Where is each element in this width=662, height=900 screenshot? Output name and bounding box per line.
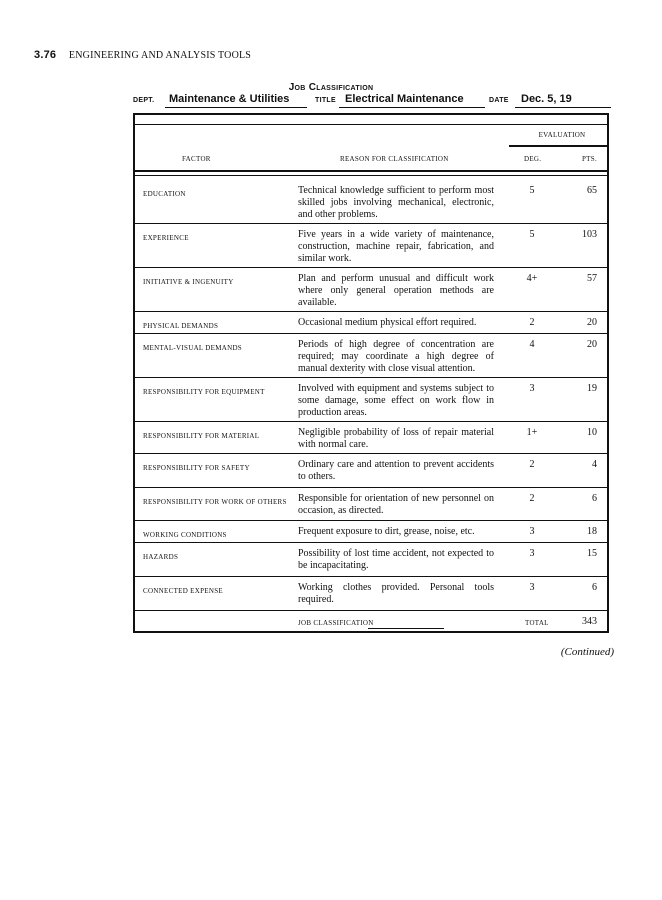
pts-cell: 4 — [592, 459, 597, 470]
continued-note: (Continued) — [560, 646, 614, 658]
deg-cell: 2 — [529, 317, 535, 328]
deg-cell: 2 — [529, 459, 535, 470]
deg-cell: 1+ — [526, 427, 538, 438]
row-divider — [135, 520, 607, 521]
row-divider — [135, 223, 607, 224]
total-label: TOTAL — [525, 619, 549, 627]
pts-cell: 103 — [582, 229, 597, 240]
reason-cell: Five years in a wide variety of maintenance, construction, machine repair, fabrication, and similar work. — [298, 229, 494, 264]
date-line — [515, 107, 611, 108]
pts-cell: 6 — [592, 582, 597, 593]
factor-cell: RESPONSIBILITY FOR MATERIAL — [143, 432, 260, 440]
factor-cell: MENTAL-VISUAL DEMANDS — [143, 344, 243, 352]
deg-cell: 5 — [529, 229, 535, 240]
reason-cell: Possibility of lost time accident, not expected to be incapacitating. — [298, 548, 494, 571]
factor-cell: EXPERIENCE — [143, 234, 189, 242]
pts-cell: 57 — [587, 273, 597, 284]
deg-cell: 2 — [529, 493, 535, 504]
factor-cell: CONNECTED EXPENSE — [143, 587, 223, 595]
dept-label: DEPT. — [133, 97, 155, 104]
pts-cell: 65 — [587, 185, 597, 196]
pts-cell: 10 — [587, 427, 597, 438]
pts-cell: 20 — [587, 317, 597, 328]
deg-cell: 4+ — [526, 273, 538, 284]
reason-cell: Responsible for orientation of new personnel on occasion, as directed. — [298, 493, 494, 516]
deg-cell: 3 — [529, 526, 535, 537]
row-divider — [135, 542, 607, 543]
date-label: DATE — [489, 97, 509, 104]
row-divider — [135, 421, 607, 422]
section-title: ENGINEERING AND ANALYSIS TOOLS — [68, 50, 252, 61]
classification-table — [133, 113, 609, 633]
title-value: Electrical Maintenance — [345, 93, 464, 105]
evaluation-header: EVALUATION — [538, 131, 586, 139]
row-divider — [135, 377, 607, 378]
deg-cell: 4 — [529, 339, 535, 350]
header-rule-1 — [135, 170, 607, 172]
header-deg: DEG. — [524, 155, 542, 163]
form-title: Job Classification — [288, 82, 374, 93]
title-label: TITLE — [315, 97, 336, 104]
pts-cell: 6 — [592, 493, 597, 504]
factor-cell: RESPONSIBILITY FOR SAFETY — [143, 464, 250, 472]
row-divider — [135, 610, 607, 611]
factor-cell: PHYSICAL DEMANDS — [143, 322, 219, 330]
pts-cell: 20 — [587, 339, 597, 350]
row-divider — [135, 333, 607, 334]
header-pts: PTS. — [581, 155, 597, 163]
top-rule — [135, 124, 607, 125]
dept-value: Maintenance & Utilities — [169, 93, 290, 105]
deg-cell: 3 — [529, 582, 535, 593]
reason-cell: Involved with equipment and systems subject to some damage, some effect on work flow in production areas. — [298, 383, 494, 418]
reason-cell: Frequent exposure to dirt, grease, noise, etc. — [298, 526, 475, 537]
reason-cell: Ordinary care and attention to prevent accidents to others. — [298, 459, 494, 482]
pts-cell: 15 — [587, 548, 597, 559]
date-value: Dec. 5, 19 — [521, 93, 572, 105]
dept-line — [165, 107, 307, 108]
row-divider — [135, 453, 607, 454]
total-value: 343 — [582, 616, 597, 627]
factor-cell: HAZARDS — [143, 553, 179, 561]
pts-cell: 18 — [587, 526, 597, 537]
reason-cell: Periods of high degree of concentration are required; may coordinate a high degree of manual dexterity with close visual attention. — [298, 339, 494, 374]
job-classification-label: JOB CLASSIFICATION — [298, 619, 374, 627]
factor-cell: RESPONSIBILITY FOR EQUIPMENT — [143, 388, 265, 396]
deg-cell: 5 — [529, 185, 535, 196]
row-divider — [135, 487, 607, 488]
reason-cell: Technical knowledge sufficient to perform most skilled jobs involving mechanical, electronic, and other problems. — [298, 185, 494, 220]
deg-cell: 3 — [529, 548, 535, 559]
row-divider — [135, 311, 607, 312]
evaluation-rule — [509, 145, 609, 147]
factor-cell: WORKING CONDITIONS — [143, 531, 227, 539]
job-classification-line — [368, 628, 444, 629]
row-divider — [135, 267, 607, 268]
header-rule-2 — [135, 175, 607, 176]
reason-cell: Negligible probability of loss of repair material with normal care. — [298, 427, 494, 450]
running-head — [34, 49, 251, 61]
page-number: 3.76 — [34, 49, 57, 61]
pts-cell: 19 — [587, 383, 597, 394]
reason-cell: Occasional medium physical effort required. — [298, 317, 477, 328]
reason-cell: Plan and perform unusual and difficult work where only general operation methods are available. — [298, 273, 494, 308]
header-factor: FACTOR — [182, 155, 211, 163]
row-divider — [135, 576, 607, 577]
form-header — [133, 93, 611, 109]
factor-cell: EDUCATION — [143, 190, 186, 198]
deg-cell: 3 — [529, 383, 535, 394]
factor-cell: RESPONSIBILITY FOR WORK OF OTHERS — [143, 498, 287, 506]
header-reason: REASON FOR CLASSIFICATION — [340, 155, 449, 163]
factor-cell: INITIATIVE & INGENUITY — [143, 278, 234, 286]
reason-cell: Working clothes provided. Personal tools required. — [298, 582, 494, 605]
title-line — [339, 107, 485, 108]
